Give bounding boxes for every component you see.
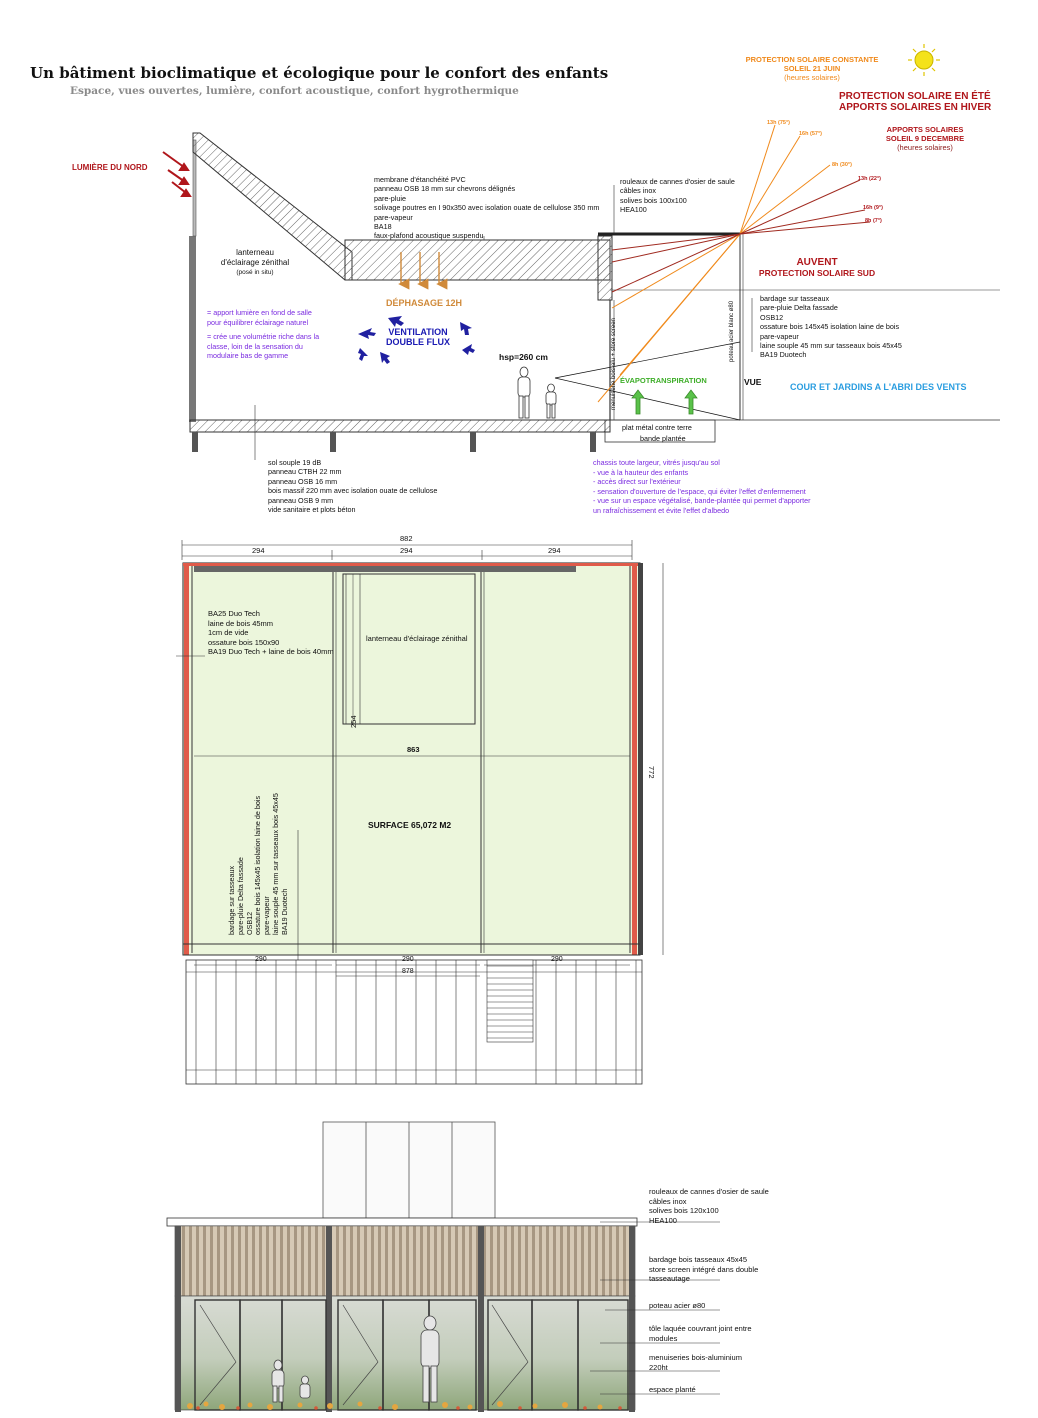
dim-module-1: 294	[252, 546, 265, 555]
store-vertical-label: menuiserie bois-alu + store screen	[611, 318, 617, 410]
angle-label: 16h (57°)	[799, 131, 822, 137]
auvent-notes: rouleaux de cannes d'osier de saule câbles inox solives bois 100x100 HEA100	[620, 177, 735, 215]
surface-label: SURFACE 65,072 M2	[368, 820, 452, 830]
elevation-poteau: poteau acier ø80	[649, 1301, 706, 1310]
elevation-notes-1: rouleaux de cannes d'osier de saule câbles inox solives bois 120x100 HEA100	[649, 1187, 769, 1225]
poteau-vertical-label: poteau acier blanc ø80	[729, 300, 735, 362]
south-wall-notes: bardage sur tasseaux pare-pluie Delta fassade OSB12 ossature bois 145x45 isolation laine de bois pare-vapeur laine souple 45 mm sur tasseaux bois 45x45 BA19 Duotech	[760, 294, 902, 360]
plat-metal-label: plat métal contre terre	[622, 423, 692, 432]
cour-label: COUR ET JARDINS A L'ABRI DES VENTS	[790, 382, 967, 392]
dephasage-label: DÉPHASAGE 12H	[386, 298, 463, 308]
chassis-notes: chassis toute largeur, vitrés jusqu'au sol - vue à la hauteur des enfants - accès direct sur l'extérieur - sensation d'ouverture de l'espace, qui éviter l'effet d'enfermement - vue sur un espace végétalisé, bande-plantée qui permet d'apporter un rafraîchissement et évite l'effet d'albedo	[593, 458, 811, 515]
dim-bottom-total: 878	[402, 968, 414, 975]
angle-label: 8h (30°)	[832, 162, 852, 168]
elevation-notes-2: bardage bois tasseaux 45x45 store screen intégré dans double tasseautage	[649, 1255, 759, 1284]
vue-label: VUE	[744, 377, 762, 387]
dim-lantern: 254	[349, 715, 358, 728]
apport-lumiere-note: = apport lumière en fond de salle pour équilibrer éclairage naturel	[207, 308, 312, 327]
dim-bottom-1: 290	[255, 956, 267, 963]
angle-label: 8h (7°)	[865, 218, 882, 224]
angle-label: 13h (75°)	[767, 120, 790, 126]
hsp-label: hsp=260 cm	[499, 352, 548, 362]
evapotranspiration-label: ÉVAPOTRANSPIRATION	[620, 376, 707, 385]
summer-sun-legend: PROTECTION SOLAIRE CONSTANTE SOLEIL 21 JUIN (heures solaires)	[745, 55, 879, 82]
angle-label: 13h (22°)	[858, 176, 881, 182]
plan-wall-notes: BA25 Duo Tech laine de bois 45mm 1cm de vide ossature bois 150x90 BA19 Duo Tech + laine de bois 40mm	[208, 609, 334, 657]
roof-notes: membrane d'étanchéité PVC panneau OSB 18 mm sur chevrons délignés pare-pluie solivage poutres en I 90x350 avec isolation ouate de cellulose 350 mm pare-vapeur BA18 faux-plafond acoustique suspendu	[374, 175, 600, 241]
page-title: Un bâtiment bioclimatique et écologique pour le confort des enfants	[30, 64, 609, 82]
sun-icon	[908, 44, 940, 76]
dim-module-2: 294	[400, 546, 413, 555]
winter-sun-legend: APPORTS SOLAIRES SOLEIL 9 DECEMBRE (heures solaires)	[885, 125, 965, 152]
dim-depth: 772	[647, 766, 656, 779]
floor-notes: sol souple 19 dB panneau CTBH 22 mm panneau OSB 16 mm bois massif 220 mm avec isolation ouate de cellulose panneau OSB 9 mm vide sanitaire et plots béton	[268, 458, 438, 515]
summer-winter-protection: PROTECTION SOLAIRE EN ÉTÉ APPORTS SOLAIRES EN HIVER	[839, 91, 992, 113]
elevation-tole: tôle laquée couvrant joint entre modules	[649, 1324, 752, 1343]
angle-label: 16h (9°)	[863, 205, 883, 211]
elevation-drawing	[167, 1122, 720, 1412]
lumiere-nord-label: LUMIÈRE DU NORD	[72, 163, 148, 172]
plan-lanterneau-label: lanterneau d'éclairage zénithal	[366, 634, 468, 643]
dim-module-3: 294	[548, 546, 561, 555]
volumetrie-note: = crée une volumétrie riche dans la classe, loin de la sensation du modulaire bas de gamme	[207, 332, 320, 361]
page-subtitle: Espace, vues ouvertes, lumière, confort acoustique, confort hygrothermique	[70, 85, 519, 97]
dim-bottom-3: 290	[551, 956, 563, 963]
elevation-menuiseries: menuiseries bois-aluminium 220ht	[649, 1353, 742, 1372]
plan-rotated-notes: bardage sur tasseaux pare-pluie Delta fassade OSB12 ossature bois 145x45 isolation laine de bois pare-vapeur laine souple 45 mm sur tasseaux bois 45x45 BA19 Duotech	[227, 793, 289, 935]
dim-inner: 863	[407, 745, 420, 754]
elevation-espace: espace planté	[649, 1385, 696, 1394]
auvent-title: AUVENT PROTECTION SOLAIRE SUD	[758, 257, 876, 278]
dim-total: 882	[400, 534, 413, 543]
bande-plantee-label: bande plantée	[640, 434, 686, 443]
ventilation-label: VENTILATION DOUBLE FLUX	[386, 327, 450, 347]
dim-bottom-2: 290	[402, 956, 414, 963]
lanterneau-label: lanterneau d'éclairage zénithal (posé in situ)	[220, 248, 290, 276]
